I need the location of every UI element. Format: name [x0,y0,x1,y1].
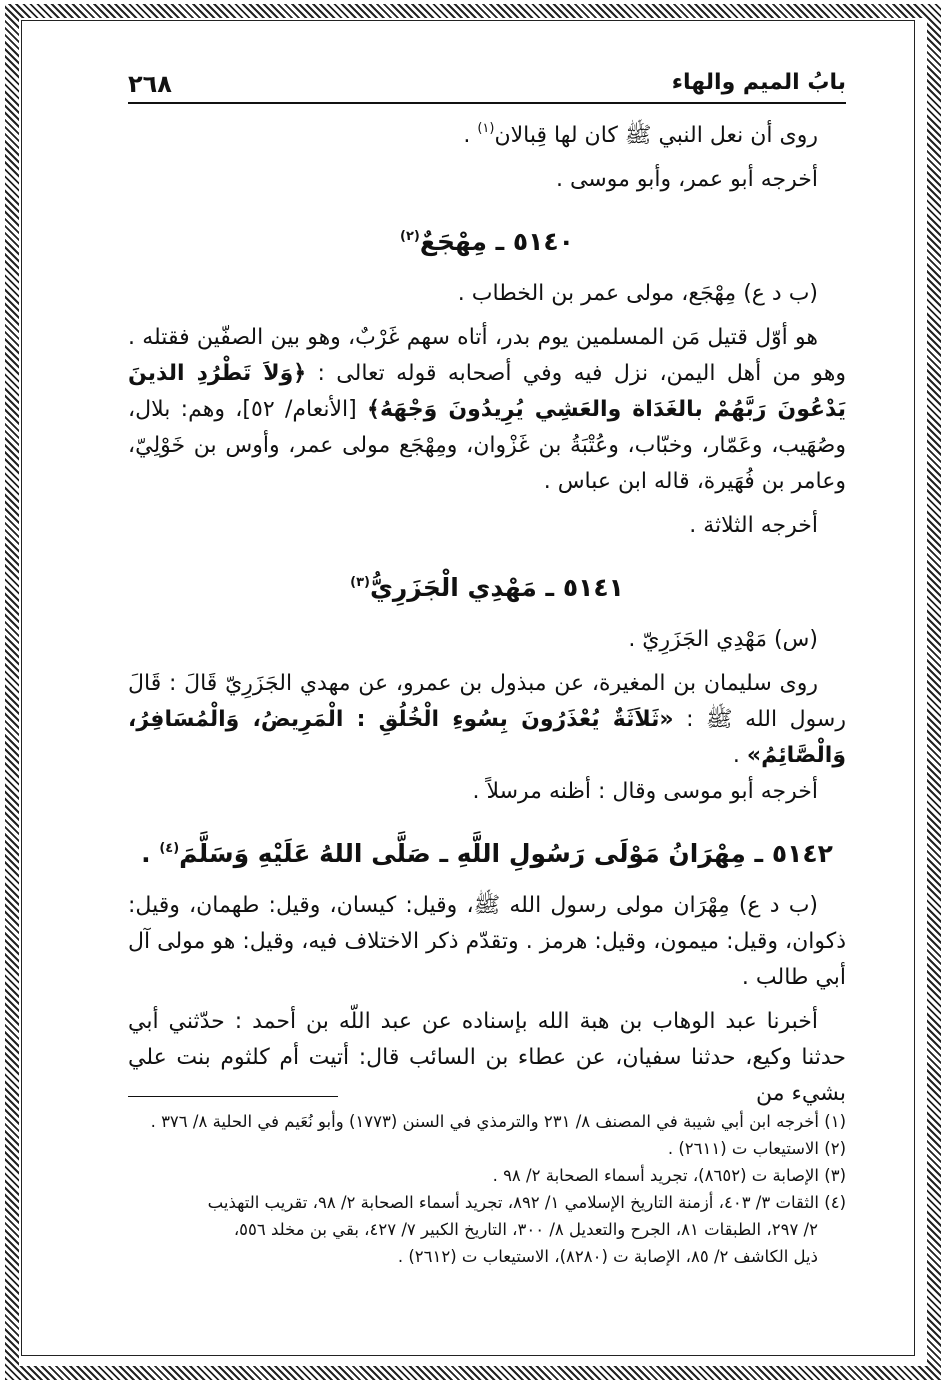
quran-verse: ﴿وَلاَ تَطْرُدِ الذينَ يَدْعُونَ رَبَّهُمْ بالغَدَاة والعَشِي يُرِيدُونَ وَجْهَهُ﴾ [128,361,846,422]
entry-5140-paragraph: هو أوّل قتيل مَن المسلمين يوم بدر، أتاه سهم غَرْبٌ، وهو بين الصفّين فقتله . وهو من أهل اليمن، نزل فيه وفي أصحابه قوله تعالى : ﴿وَلاَ تَطْرُدِ الذينَ يَدْعُونَ رَبَّهُمْ بالغَدَاة والعَشِي يُرِيدُونَ وَجْهَهُ﴾ [الأنعام/ ٥٢]، وهم: بلال، وصُهَيب، وعَمّار، وخبّاب، وعُتْبَةُ بن غَزْوان، ومِهْجَع مولى عمر، وأوس بن خَوْلِيّ، وعامر بن فُهَيرة، قاله ابن عباس . [128,325,846,494]
footnote-ref-4: (٤) [159,841,180,856]
footnote-4-cont-1: ٢/ ٢٩٧، الطبقات ٨١، الجرح والتعديل ٨/ ٣٠٠، التاريخ الكبير ٧/ ٤٢٧، بقي بن مخلد ٥٥٦، [233,1220,818,1239]
footnote-4-cont-2: ذيل الكاشف ٢/ ٨٥، الإصابة ت (٨٢٨٠)، الاستيعاب ت (٢٦١٢) . [397,1247,818,1266]
footnotes [128,1108,846,1270]
footnote-separator [128,1096,338,1097]
entry-5140-heading: ٥١٤٠ ـ مِهْجَعٌ$^{(٢)}$ [400,227,574,256]
entry-5140-line-1: (ب د ع) مِهْجَع، مولى عمر بن الخطاب . [457,281,818,306]
book-page [128,62,846,1342]
chapter-title: بابُ الميم والهاء [671,70,846,95]
entry-5141-heading: ٥١٤١ ـ مَهْدِي الْجَزَرِيُّ$^{(٣)}$ [350,573,624,602]
intro-line-1: روى أن نعل النبي ﷺ كان لها قِبالان$^{(١)}$ . [463,121,818,148]
intro-line-2: أخرجه أبو عمر، وأبو موسى . [555,167,818,192]
footnote-ref-3: (٣) [350,575,370,590]
footnote-ref-1: (١) [477,121,495,136]
footnote-3: (٣) الإصابة ت (٨٦٥٢)، تجريد أسماء الصحابة ٢/ ٩٨ . [492,1166,846,1185]
page-number: ٢٦٨ [128,70,172,98]
entry-5142-paragraph-2: أخبرنا عبد الوهاب بن هبة الله بإسناده عن عبد اللّه بن أحمد : حدّثني أبي حدثنا وكيع، حدثنا سفيان، عن عطاء بن السائب قال: أتيت أم كلثوم بنت علي بشيء من [128,1009,846,1106]
entry-5142-paragraph-1: (ب د ع) مِهْرَان مولى رسول الله ﷺ، وقيل: كيسان، وقيل: طهمان، وقيل: ذكوان، وقيل: ميمون، وقيل: هرمز . وتقدّم ذكر الاختلاف فيه، وقيل: هو مولى آل أبي طالب . [128,893,846,990]
entry-5142-heading: ٥١٤٢ ـ مِهْرَانُ مَوْلَى رَسُولِ اللَّهِ ـ صَلَّى اللهُ عَلَيْهِ وَسَلَّمَ$^{(٤)}$ . [141,839,833,868]
page-body [128,118,846,1112]
footnote-ref-2: (٢) [400,229,420,244]
entry-5140-attribution: أخرجه الثلاثة . [689,513,818,538]
entry-5141-attribution: أخرجه أبو موسى وقال : أظنه مرسلاً . [472,779,818,804]
footnote-4: (٤) الثقات ٣/ ٤٠٣، أزمنة التاريخ الإسلامي ١/ ٨٩٢، تجريد أسماء الصحابة ٢/ ٩٨، تقريب التهذيب [207,1193,846,1212]
entry-5141-line-1: (س) مَهْدِي الجَزَرِيّ . [628,627,818,652]
entry-5141-paragraph: روى سليمان بن المغيرة، عن مبذول بن عمرو، عن مهدي الجَزَرِيّ قَالَ : قَالَ رسول الله ﷺ : «ثَلاَثَةٌ يُعْذَرُونَ بِسُوءِ الْخُلُقِ : الْمَرِيضُ، وَالْمُسَافِرُ، وَالْصَّائِمُ» . [128,671,846,768]
footnote-2: (٢) الاستيعاب ت (٢٦١١) . [667,1139,846,1158]
hadith-text: «ثَلاَثَةٌ يُعْذَرُونَ بِسُوءِ الْخُلُقِ : الْمَرِيضُ، وَالْمُسَافِرُ، وَالْصَّائِمُ» [128,707,846,768]
running-header [128,62,846,104]
footnote-1: (١) أخرجه ابن أبي شيبة في المصنف ٨/ ٢٣١ والترمذي في السنن (١٧٧٣) وأبو نُعَيم في الحلية ٨/ ٣٧٦ . [150,1112,846,1131]
